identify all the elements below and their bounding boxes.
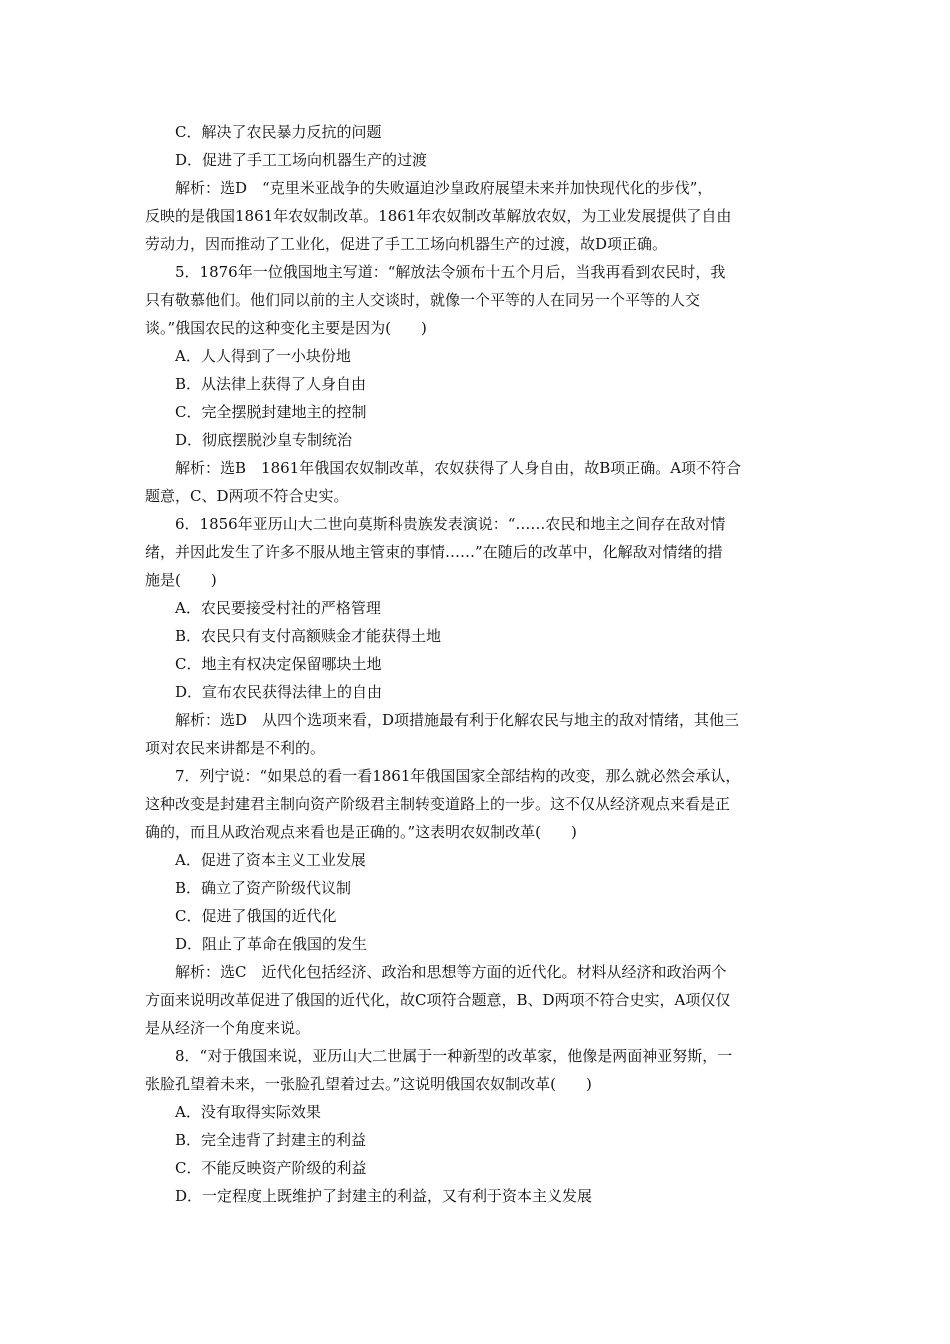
paragraph-first-line: 解析：选D 从四个选项来看，D项措施最有利于化解农民与地主的敌对情绪，其他三 <box>175 711 740 729</box>
paragraph-line: 劳动力，因而推动了工业化，促进了手工工场向机器生产的过渡，故D项正确。 <box>145 235 668 253</box>
answer-option-line: D．宣布农民获得法律上的自由 <box>175 683 383 701</box>
answer-option-line: B．确立了资产阶级代议制 <box>175 879 352 897</box>
paragraph-first-line: 解析：选B 1861年俄国农奴制改革，农奴获得了人身自由，故B项正确。A项不符合 <box>175 459 742 477</box>
paragraph-line: 是从经济一个角度来说。 <box>145 1019 311 1037</box>
paragraph-first-line: 8．“对于俄国来说，亚历山大二世属于一种新型的改革家，他像是两面神亚努斯，一 <box>175 1047 733 1065</box>
answer-option-line: C．完全摆脱封建地主的控制 <box>175 403 367 421</box>
answer-option-line: B．完全违背了封建主的利益 <box>175 1131 367 1149</box>
answer-option-line: D．阻止了革命在俄国的发生 <box>175 935 368 953</box>
answer-option-line: B．从法律上获得了人身自由 <box>175 375 367 393</box>
document-body <box>145 118 810 1210</box>
answer-option-line: C．地主有权决定保留哪块土地 <box>175 655 382 673</box>
answer-option-line: C．解决了农民暴力反抗的问题 <box>175 123 382 141</box>
paragraph-line: 方面来说明改革促进了俄国的近代化，故C项符合题意，B、D两项不符合史实，A项仅仅 <box>145 991 731 1009</box>
paragraph-line: 反映的是俄国1861年农奴制改革。1861年农奴制改革解放农奴，为工业发展提供了自由 <box>145 207 732 225</box>
answer-option-line: A．农民要接受村社的严格管理 <box>175 599 381 617</box>
paragraph-line: 施是( ) <box>145 571 217 589</box>
answer-option-line: A．没有取得实际效果 <box>175 1103 321 1121</box>
answer-option-line: D．彻底摆脱沙皇专制统治 <box>175 431 353 449</box>
paragraph-line: 谈。”俄国农民的这种变化主要是因为( ) <box>145 319 427 337</box>
answer-option-line: D．促进了手工工场向机器生产的过渡 <box>175 151 428 169</box>
paragraph-first-line: 解析：选D “克里米亚战争的失败逼迫沙皇政府展望未来并加快现代化的步伐”， <box>175 179 713 197</box>
paragraph-line: 只有敬慕他们。他们同以前的主人交谈时，就像一个平等的人在同另一个平等的人交 <box>145 291 701 309</box>
paragraph-line: 确的，而且从政治观点来看也是正确的。”这表明农奴制改革( ) <box>145 823 577 841</box>
paragraph-line: 题意，C、D两项不符合史实。 <box>145 487 349 505</box>
answer-option-line: A．促进了资本主义工业发展 <box>175 851 366 869</box>
answer-option-line: C．促进了俄国的近代化 <box>175 907 337 925</box>
paragraph-first-line: 6．1856年亚历山大二世向莫斯科贵族发表演说：“……农民和地主之间存在敌对情 <box>175 515 726 533</box>
answer-option-line: D．一定程度上既维护了封建主的利益，又有利于资本主义发展 <box>175 1187 593 1205</box>
paragraph-first-line: 7．列宁说：“如果总的看一看1861年俄国国家全部结构的改变，那么就必然会承认， <box>175 767 741 785</box>
paragraph-line: 这种改变是封建君主制向资产阶级君主制转变道路上的一步。这不仅从经济观点来看是正 <box>145 795 731 813</box>
paragraph-line: 项对农民来讲都是不利的。 <box>145 739 326 757</box>
answer-option-line: A．人人得到了一小块份地 <box>175 347 351 365</box>
paragraph-first-line: 5．1876年一位俄国地主写道：“解放法令颁布十五个月后，当我再看到农民时，我 <box>175 263 726 281</box>
answer-option-line: C．不能反映资产阶级的利益 <box>175 1159 367 1177</box>
paragraph-line: 绪，并因此发生了许多不服从地主管束的事情……”在随后的改革中，化解敌对情绪的措 <box>145 543 723 561</box>
paragraph-line: 张脸孔望着未来，一张脸孔望着过去。”这说明俄国农奴制改革( ) <box>145 1075 592 1093</box>
answer-option-line: B．农民只有支付高额赎金才能获得土地 <box>175 627 442 645</box>
paragraph-first-line: 解析：选C 近代化包括经济、政治和思想等方面的近代化。材料从经济和政治两个 <box>175 963 727 981</box>
